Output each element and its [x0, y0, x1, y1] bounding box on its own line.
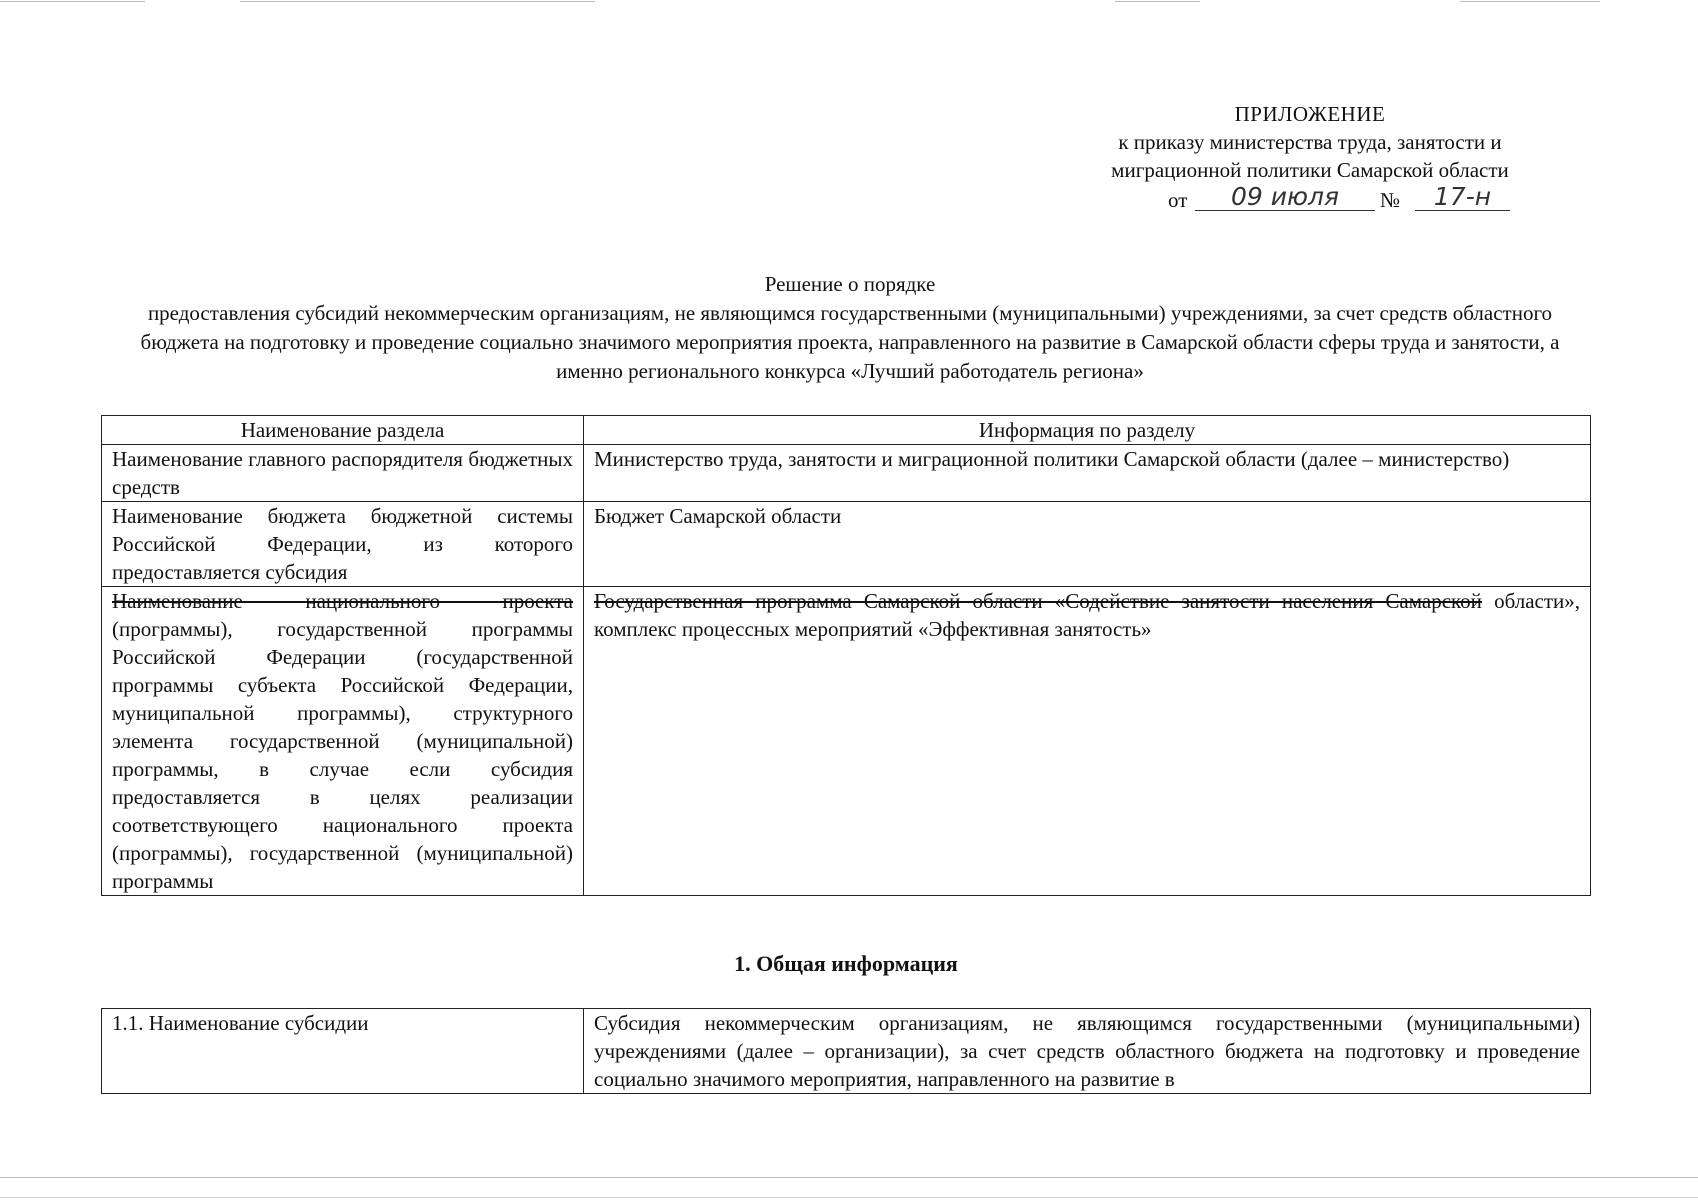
- row-label-composite: [102, 587, 584, 896]
- header-section-name: Наименование раздела: [102, 416, 584, 445]
- header-section-info: Информация по разделу: [584, 416, 1591, 445]
- scan-artifact-line: [0, 1197, 1698, 1198]
- handwritten-number: 17-н: [1415, 184, 1510, 211]
- appendix-block: [1050, 100, 1570, 214]
- row-value: Субсидия некоммерческим организациям, не являющимся государственными (муниципальными) учреждениями (далее – организации), за счет средств областного бюджета на подготовку и проведение социально значимого мероприятия, направленного на развитие в: [584, 1009, 1591, 1094]
- decision-heading: [110, 270, 1590, 386]
- handwritten-date: 09 июля: [1195, 184, 1375, 211]
- row-label: 1.1. Наименование субсидии: [102, 1009, 584, 1094]
- struck-value-text: Государственная программа Самарской области «Содействие занятости населения Самарской: [594, 589, 1482, 613]
- appendix-order-line-1: к приказу министерства труда, занятости и: [1118, 130, 1502, 154]
- decision-title: Решение о порядке: [764, 272, 936, 296]
- appendix-title: ПРИЛОЖЕНИЕ: [1234, 102, 1386, 126]
- scan-artifact-line: [0, 1177, 1698, 1178]
- section-info-table: [101, 415, 1591, 896]
- section-1-heading: 1. Общая информация: [734, 951, 958, 976]
- row-label: Наименование главного распорядителя бюджетных средств: [102, 445, 584, 502]
- table-header-row: [102, 416, 1591, 445]
- table-row: [102, 502, 1591, 587]
- appendix-order-line-2: миграционной политики Самарской области: [1111, 158, 1509, 182]
- scan-artifact-line: [1460, 1, 1600, 2]
- struck-label-text: Наименование национального проекта: [112, 589, 573, 613]
- scan-artifact-line: [0, 1, 145, 2]
- decision-body: предоставления субсидий некоммерческим организациям, не являющимся государственными (муниципальными) учреждениями, за счет средств областного бюджета на подготовку и проведение социально значимого мероприятия проекта, направленного на развитие в Самарской области сферы труда и занятости, а именно регионального конкурса «Лучший работодатель региона»: [140, 301, 1560, 383]
- table-row: [102, 587, 1591, 896]
- scan-artifact-line: [240, 1, 595, 2]
- row-value: Министерство труда, занятости и миграционной политики Самарской области (далее – министерство): [584, 445, 1591, 502]
- row-label: Наименование бюджета бюджетной системы Российской Федерации, из которого предоставляется субсидия: [102, 502, 584, 587]
- appendix-date-line: [1050, 184, 1570, 214]
- number-prefix: №: [1380, 188, 1401, 212]
- row-value-rest: области», комплекс процессных мероприятий «Эффективная занятость»: [594, 589, 1581, 641]
- table-row: [102, 1009, 1591, 1094]
- table-row: [102, 445, 1591, 502]
- general-info-table: [101, 1008, 1591, 1094]
- row-label-rest: (программы), государственной программы Российской Федерации (государственной программы субъекта Российской Федерации, муниципальной программы), структурного элемента государственной (муниципальной) программы, в случае если субсидия предоставляется в целях реализации соответствующего национального проекта (программы), государственной (муниципальной) программы: [112, 617, 573, 893]
- row-value: Бюджет Самарской области: [584, 502, 1591, 587]
- date-prefix: от: [1168, 188, 1188, 212]
- row-value-composite: [584, 587, 1591, 896]
- scan-artifact-line: [1115, 1, 1200, 2]
